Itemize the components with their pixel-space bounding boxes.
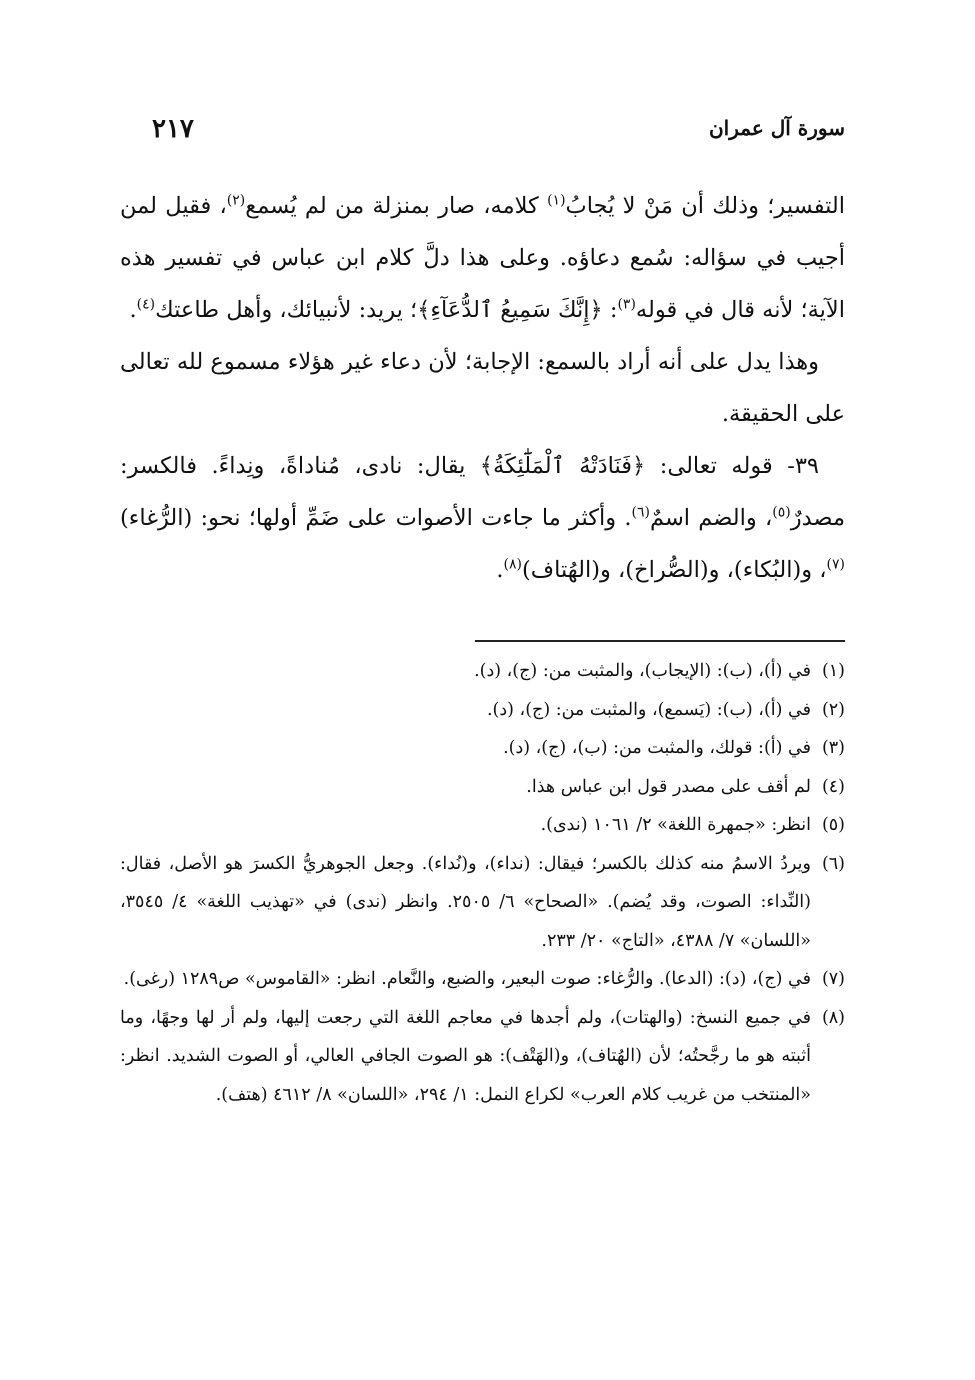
footnote-ref: (٢) — [226, 192, 246, 209]
footnote-number: (٨) — [821, 1007, 845, 1028]
text-segment: . وأكثر ما جاءت الأصوات على ضَمِّ أولها؛ نحو: (الرُّغاء) — [120, 505, 632, 531]
footnote-ref: (٣) — [617, 296, 636, 313]
footnote-ref: (٤) — [136, 296, 156, 313]
text-segment: ، و(البُكاء)، و(الصُّراخ)، و(الهُتاف) — [522, 557, 827, 583]
footnote-item — [120, 768, 845, 807]
footnote-text: في (أ)، (ب): (يَسمع)، والمثبت من: (ج)، (د). — [486, 699, 811, 720]
footnote-ref: (٥) — [772, 504, 791, 521]
text-segment: يقال: نادى، مُناداةً، ونِداءً. فالكسر: مصدرٌ — [120, 453, 845, 531]
footnote-item — [120, 999, 845, 1115]
text-segment: . — [496, 557, 504, 583]
footnote-item — [120, 729, 845, 768]
footnote-item — [120, 845, 845, 961]
quran-quote: ﴿فَنَادَتْهُ ٱلْمَلَٰٓئِكَةُ﴾ — [479, 453, 646, 479]
paragraph-3 — [120, 440, 845, 596]
footnote-separator — [475, 640, 845, 642]
text-segment: ٣٩- قوله تعالى: — [645, 453, 819, 479]
text-segment: ، والضم اسمٌ — [649, 505, 773, 531]
footnote-item — [120, 806, 845, 845]
footnote-number: (٥) — [821, 815, 845, 835]
footnote-ref: (٧) — [826, 556, 845, 573]
footnote-number: (٣) — [821, 738, 845, 758]
text-segment: . — [129, 297, 137, 323]
footnote-text: ويردُ الاسمُ منه كذلك بالكسر؛ فيقال: (نداء)، و(نُداء). وجعل الجوهريُّ الكسرَ هو الأصل، فقال: (النِّداء: الصوت، وقد يُضم). «الصحاح» ٦/ ٢٥٠٥. وانظر (ندى) في «تهذيب اللغة» ٤/ ٣٥٤٥، «اللسان» ٧/ ٤٣٨٨، «التاج» ٢٠/ ٢٣٣. — [120, 853, 811, 951]
footnote-number: (٤) — [821, 776, 845, 797]
footnote-number: (٢) — [821, 699, 845, 720]
footnote-text: في (ج)، (د): (الدعا). والرُّغاء: صوت البعير، والضبع، والنَّعام. انظر: «القاموس» ص١٢٨٩ (رغى). — [123, 969, 811, 989]
footnote-ref: (٦) — [631, 504, 650, 521]
text-segment: كلامه، صار بمنزلة من لم يُسمع — [245, 193, 548, 219]
footnotes — [120, 652, 845, 1114]
text-segment: ؛ يريد: لأنبيائك، وأهل طاعتك — [155, 297, 418, 323]
quran-quote: ﴿إِنَّكَ سَمِيعُ ٱلدُّعَآءِ﴾ — [417, 297, 603, 323]
footnote-text: لم أقف على مصدر قول ابن عباس هذا. — [526, 776, 811, 797]
footnote-ref: (١) — [547, 192, 566, 209]
footnote-number: (٦) — [821, 853, 845, 874]
footnote-item — [120, 691, 845, 730]
footnote-text: في (أ)، (ب): (الإيجاب)، والمثبت من: (ج)، (د). — [474, 661, 811, 681]
page-number: ٢١٧ — [152, 114, 194, 144]
footnote-number: (١) — [821, 661, 845, 681]
footnote-text: في (أ): قولك، والمثبت من: (ب)، (ج)، (د). — [503, 738, 811, 758]
page-header — [120, 110, 845, 154]
text-segment: التفسير؛ وذلك أن مَنْ لا يُجابُ — [565, 193, 845, 219]
footnote-item — [120, 960, 845, 999]
paragraph-2: وهذا يدل على أنه أراد بالسمع: الإجابة؛ لأن دعاء غير هؤلاء مسموع لله تعالى على الحقيقة. — [120, 349, 845, 427]
paragraph-1 — [120, 180, 845, 336]
text-segment: ، فقيل لمن أجيب في سؤاله: سُمع دعاؤه. وعلى هذا دلَّ كلام ابن عباس في تفسير هذه الآية؛ لأنه قال في قوله — [120, 193, 845, 323]
footnote-ref: (٨) — [503, 556, 522, 573]
text-segment: : — [602, 297, 618, 323]
footnote-number: (٧) — [821, 969, 845, 989]
footnote-text: انظر: «جمهرة اللغة» ٢/ ١٠٦١ (ندى). — [540, 815, 811, 835]
book-page — [120, 110, 845, 1114]
footnote-text: في جميع النسخ: (والهتات)، ولم أجدها في معاجم اللغة التي رجعت إليها، ولم أر لها وجهًا، وما أثبته هو ما رجَّحتُه؛ لأن (الهُتاف)، و(الهَتْف): هو الصوت الجافي العالي، أو الصوت الشديد. انظر: «المنتخب من غريب كلام العرب» لكراع النمل: ١/ ٢٩٤، «اللسان» ٨/ ٤٦١٢ (هتف). — [120, 1007, 811, 1105]
footnote-item — [120, 652, 845, 691]
surah-title: سورة آل عمران — [708, 116, 845, 140]
main-text — [120, 180, 845, 596]
